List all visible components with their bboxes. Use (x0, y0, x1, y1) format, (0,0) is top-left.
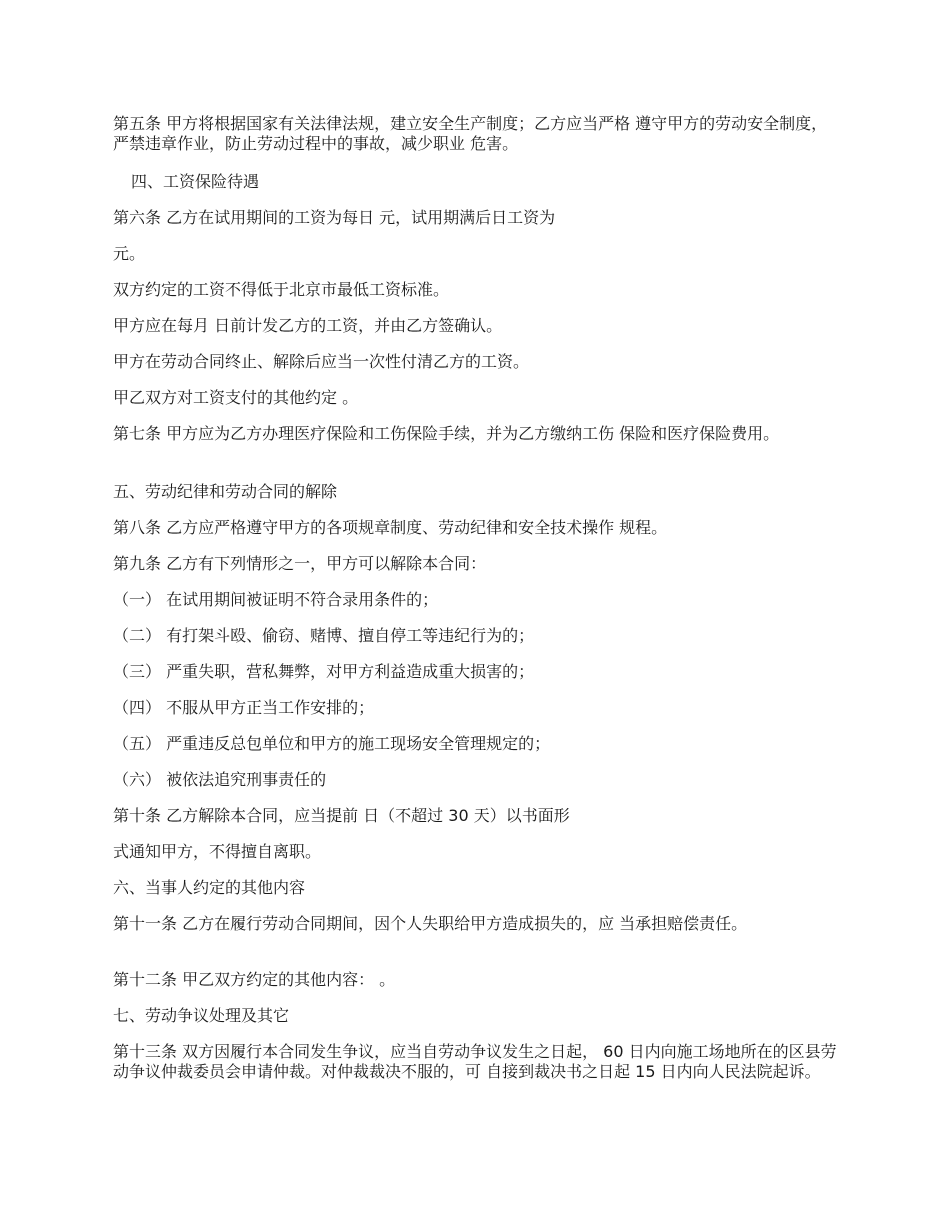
wage-settlement-text: 甲方在劳动合同终止、解除后应当一次性付清乙方的工资。 (113, 352, 530, 371)
clause-13: 第十三条 双方因履行本合同发生争议，应当自劳动争议发生之日起， 60 日内向施工场地所在的区县劳动争议仲裁委员会申请仲裁。对仲裁裁决不服的，可 自接到裁决书之日起 15 日内向人民法院起诉。 (113, 1042, 837, 1081)
clause-9-item-4: （四） 不服从甲方正当工作安排的； (113, 698, 375, 717)
clause-9-item-5: （五） 严重违反总包单位和甲方的施工现场安全管理规定的； (113, 734, 551, 753)
clause-9-item-3: （三） 严重失职，营私舞弊，对甲方利益造成重大损害的； (113, 662, 535, 681)
clause-9-item-1: （一） 在试用期间被证明不符合录用条件的； (113, 590, 439, 609)
wage-payday-text: 甲方应在每月 日前计发乙方的工资，并由乙方签确认。 (113, 316, 503, 335)
clause-6-line-1: 第六条 乙方在试用期间的工资为每日 元，试用期满后日工资为 (113, 208, 556, 227)
clause-5: 第五条 甲方将根据国家有关法律法规，建立安全生产制度；乙方应当严格 遵守甲方的劳动安全制度，严禁违章作业，防止劳动过程中的事故，减少职业 危害。 (113, 114, 828, 153)
clause-6-line-2: 元。 (113, 244, 146, 263)
wage-minimum-text: 双方约定的工资不得低于北京市最低工资标准。 (113, 280, 450, 299)
wage-other-agreement-text: 甲乙双方对工资支付的其他约定 。 (113, 388, 359, 407)
clause-9: 第九条 乙方有下列情形之一，甲方可以解除本合同： (113, 554, 487, 573)
clause-9-item-2: （二） 有打架斗殴、偷窃、赌博、擅自停工等违纪行为的； (113, 626, 535, 645)
clause-10-line-2: 式通知甲方，不得擅自离职。 (113, 842, 322, 861)
section-7-heading: 七、劳动争议处理及其它 (113, 1006, 290, 1025)
section-4-heading: 四、工资保险待遇 (131, 172, 260, 191)
clause-9-item-6: （六） 被依法追究刑事责任的 (113, 770, 327, 789)
clause-10-line-1: 第十条 乙方解除本合同，应当提前 日（不超过 30 天）以书面形 (113, 806, 570, 825)
clause-8: 第八条 乙方应严格遵守甲方的各项规章制度、劳动纪律和安全技术操作 规程。 (113, 518, 668, 537)
clause-7: 第七条 甲方应为乙方办理医疗保险和工伤保险手续，并为乙方缴纳工伤 保险和医疗保险费用。 (113, 424, 780, 443)
section-6-heading: 六、当事人约定的其他内容 (113, 878, 306, 897)
clause-11: 第十一条 乙方在履行劳动合同期间，因个人失职给甲方造成损失的，应 当承担赔偿责任。 (113, 914, 748, 933)
clause-12: 第十二条 甲乙双方约定的其他内容： 。 (113, 970, 396, 989)
section-5-heading: 五、劳动纪律和劳动合同的解除 (113, 482, 338, 501)
